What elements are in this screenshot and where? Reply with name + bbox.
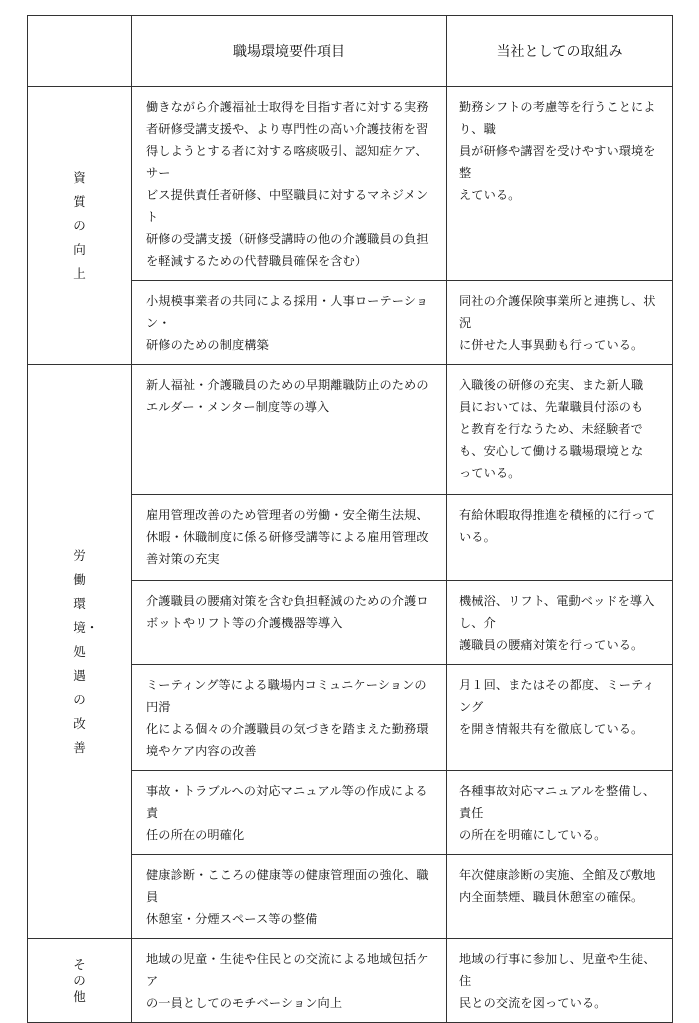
header-category <box>28 16 132 87</box>
category-labor <box>28 365 132 939</box>
action-cell: 入職後の研修の充実、また新人職 員においては、先輩職員付添のも と教育を行なうため、未経験者で も、安心して働ける職場環境とな っている。 <box>447 365 673 495</box>
action-cell: 勤務シフトの考慮等を行うことにより、職 員が研修や講習を受けやすい環境を整 えている。 <box>447 87 673 281</box>
table-row <box>28 365 673 495</box>
action-cell: 各種事故対応マニュアルを整備し、責任 の所在を明確にしている。 <box>447 771 673 855</box>
category-label: 資質の向上 <box>73 169 86 281</box>
action-cell: 月１回、またはその都度、ミーティング を開き情報共有を徹底している。 <box>447 665 673 771</box>
requirement-cell: ミーティング等による職場内コミュニケーションの円滑 化による個々の介護職員の気づきを踏まえた勤務環 境やケア内容の改善 <box>132 665 447 771</box>
table-row <box>28 939 673 1023</box>
header-company-action: 当社としての取組み <box>447 16 673 87</box>
table-header-row <box>28 16 673 87</box>
requirement-cell: 雇用管理改善のため管理者の労働・安全衛生法規、 休暇・休職制度に係る研修受講等による雇用管理改 善対策の充実 <box>132 495 447 581</box>
action-cell: 地域の行事に参加し、児童や生徒、住 民との交流を図っている。 <box>447 939 673 1023</box>
category-label: 労働環境・処遇の改善 <box>73 547 99 755</box>
requirement-cell: 新人福祉・介護職員のための早期離職防止のための エルダー・メンター制度等の導入 <box>132 365 447 495</box>
table-row <box>28 87 673 281</box>
category-quality <box>28 87 132 365</box>
requirement-cell: 小規模事業者の共同による採用・人事ローテーション・ 研修のための制度構築 <box>132 281 447 365</box>
requirement-cell: 事故・トラブルへの対応マニュアル等の作成による責 任の所在の明確化 <box>132 771 447 855</box>
workplace-requirements-table <box>27 15 673 1023</box>
action-cell: 年次健康診断の実施、全館及び敷地 内全面禁煙、職員休憩室の確保。 <box>447 855 673 939</box>
requirement-cell: 地域の児童・生徒や住民との交流による地域包括ケア の一員としてのモチベーション向上 <box>132 939 447 1023</box>
requirement-cell: 健康診断・こころの健康等の健康管理面の強化、職員 休憩室・分煙スペース等の整備 <box>132 855 447 939</box>
action-cell: 有給休暇取得推進を積極的に行って いる。 <box>447 495 673 581</box>
requirement-cell: 働きながら介護福祉士取得を目指す者に対する実務 者研修受講支援や、より専門性の高い介護技術を習 得しようとする者に対する喀痰吸引、認知症ケア、サー ビス提供責任者研修、中堅職員に対するマネジメント 研修の受講支援（研修受講時の他の介護職員の負担 を軽減するための代替職員確保を含む） <box>132 87 447 281</box>
category-label: その他 <box>73 956 86 1004</box>
action-cell: 機械浴、リフト、電動ベッドを導入し、介 護職員の腰痛対策を行っている。 <box>447 581 673 665</box>
header-requirement: 職場環境要件項目 <box>132 16 447 87</box>
action-cell: 同社の介護保険事業所と連携し、状況 に併せた人事異動も行っている。 <box>447 281 673 365</box>
requirement-cell: 介護職員の腰痛対策を含む負担軽減のための介護ロ ボットやリフト等の介護機器等導入 <box>132 581 447 665</box>
category-other <box>28 939 132 1023</box>
